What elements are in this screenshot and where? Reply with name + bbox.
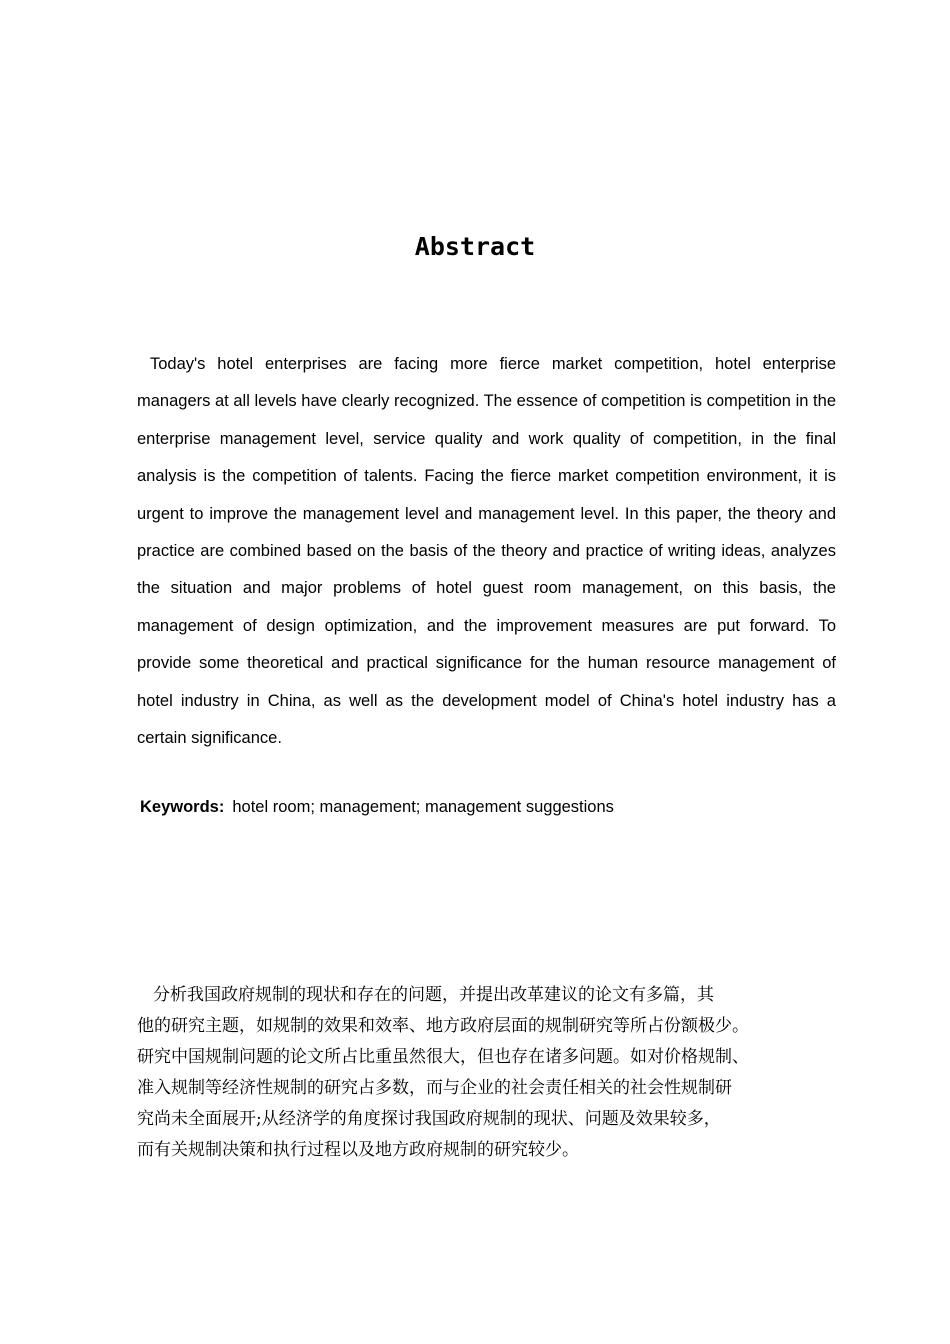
chinese-line: 分析我国政府规制的现状和存在的问题，并提出改革建议的论文有多篇，其 xyxy=(153,985,714,1005)
chinese-line: 而有关规制决策和执行过程以及地方政府规制的研究较少。 xyxy=(137,1140,579,1160)
chinese-line: 研究中国规制问题的论文所占比重虽然很大，但也存在诸多问题。如对价格规制、 xyxy=(137,1047,749,1067)
chinese-paragraph xyxy=(137,980,827,1166)
abstract-paragraph: Today's hotel enterprises are facing more fierce market competition, hotel enterprise managers at all levels have clearly recognized. The essence of competition is competition in the enterprise management level, service quality and work quality of competition, in the final analysis is the competition of talents. Facing the fierce market competition environment, it is urgent to improve the management level and management level. In this paper, the theory and practice are combined based on the basis of the theory and practice of writing ideas, analyzes the situation and major problems of hotel guest room management, on this basis, the management of design optimization, and the improvement measures are put forward. To provide some theoretical and practical significance for the human resource management of hotel industry in China, as well as the development model of China's hotel industry has a certain significance. xyxy=(137,355,836,748)
keywords-line xyxy=(140,798,614,817)
chinese-line: 究尚未全面展开;从经济学的角度探讨我国政府规制的现状、问题及效果较多， xyxy=(137,1109,721,1129)
chinese-line: 准入规制等经济性规制的研究占多数，而与企业的社会责任相关的社会性规制研 xyxy=(137,1078,732,1098)
page-title: Abstract xyxy=(414,232,536,261)
keywords-value: hotel room; management; management suggestions xyxy=(232,798,614,816)
keywords-label: Keywords: xyxy=(140,798,225,816)
chinese-line: 他的研究主题，如规制的效果和效率、地方政府层面的规制研究等所占份额极少。 xyxy=(137,1016,749,1036)
